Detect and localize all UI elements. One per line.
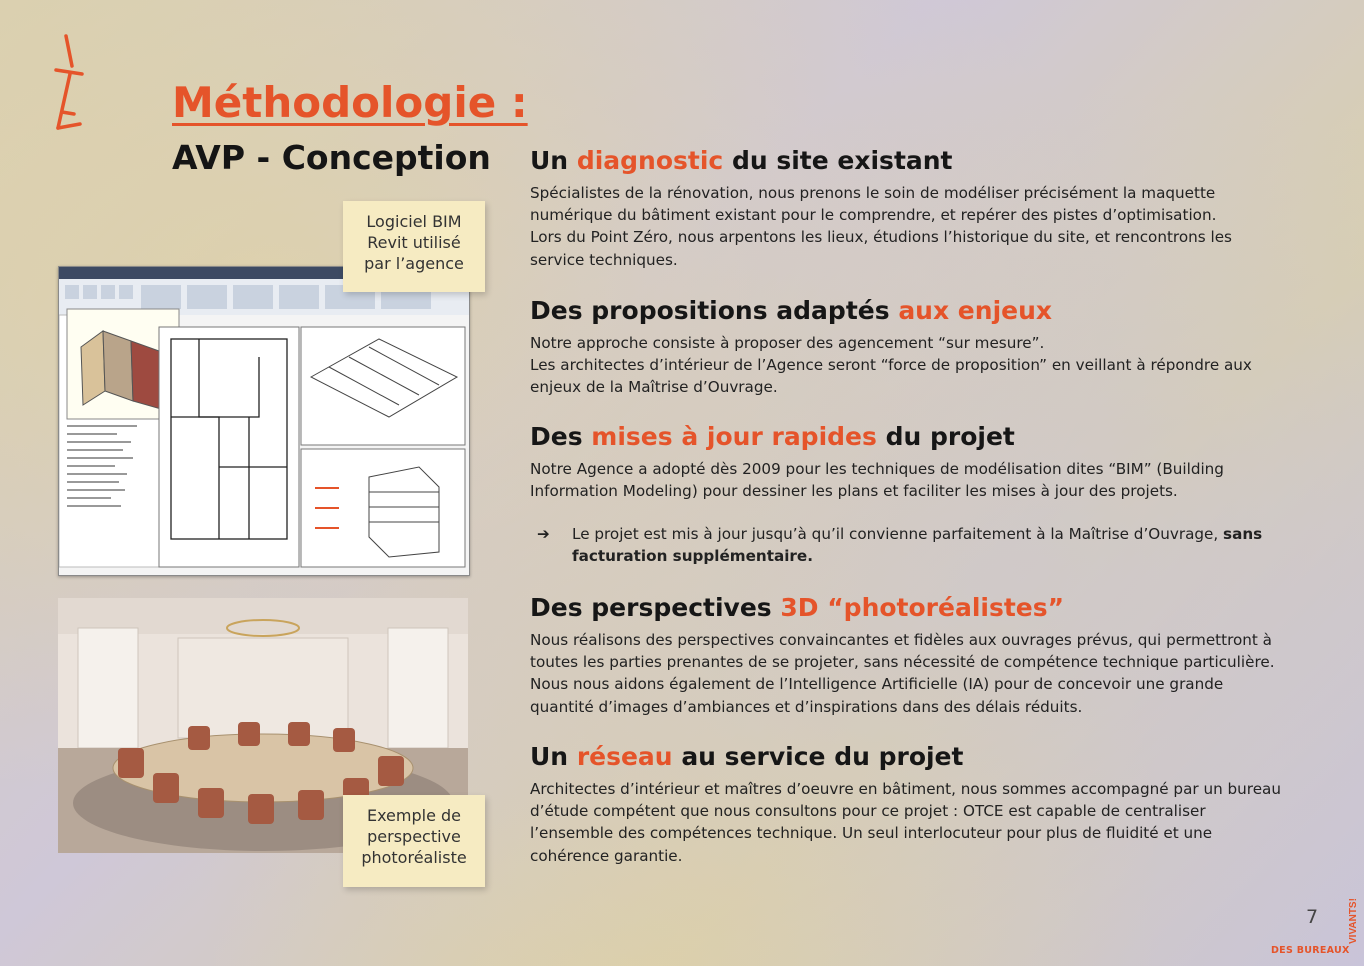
note-line: par l’agence xyxy=(364,254,464,273)
brand-vertical-text xyxy=(1346,882,1360,944)
section-diagnostic xyxy=(530,146,1305,271)
bullet-text: Le projet est mis à jour jusqu’à qu’il convienne parfaitement à la Maîtrise d’Ouvrage, sans facturation supplémentaire. xyxy=(572,525,1263,566)
page-number: 7 xyxy=(1306,906,1319,928)
page-title: Méthodologie : xyxy=(172,78,528,127)
note-line: Revit utilisé xyxy=(367,233,461,252)
section-network xyxy=(530,742,1305,867)
section-perspectives xyxy=(530,593,1305,718)
brand-horizontal-text: DES BUREAUX xyxy=(1271,945,1350,956)
section-heading: Un diagnostic du site existant xyxy=(530,146,953,175)
bullet-item xyxy=(537,523,1277,567)
svg-text:VIVANTS!: VIVANTS! xyxy=(1348,898,1359,944)
note-line: perspective xyxy=(367,827,461,846)
bim-caption-note xyxy=(343,201,485,292)
page-subtitle: AVP - Conception xyxy=(172,138,491,177)
photo-caption-note xyxy=(343,795,485,887)
section-body: Nous réalisons des perspectives convaincantes et fidèles aux ouvrages prévus, qui permettront à toutes les parties prenantes de se projeter, sans nécessité de compétence technique particulière. Nous nous aidons également de l’Intelligence Artificielle (IA) pour de concevoir une grande quantité d’images d’ambiances et d’inspirations dans des délais réduits. xyxy=(530,631,1275,716)
section-body: Notre approche consiste à proposer des agencement “sur mesure”. Les architectes d’intérieur de l’Agence seront “force de proposition” en veillant à répondre aux enjeux de la Maîtrise d’Ouvrage. xyxy=(530,334,1252,397)
section-body: Spécialistes de la rénovation, nous prenons le soin de modéliser précisément la maquette numérique du bâtiment existant pour le comprendre, et repérer des pistes d’optimisation. Lors du Point Zéro, nous arpentons les lieux, étudions l’historique du site, et rencontrons les service techniques. xyxy=(530,184,1232,269)
arrow-icon: ➔ xyxy=(537,525,550,543)
note-line: Logiciel BIM xyxy=(366,212,462,231)
note-line: photoréaliste xyxy=(361,848,467,867)
section-heading: Des mises à jour rapides du projet xyxy=(530,422,1015,451)
section-body: Architectes d’intérieur et maîtres d’oeuvre en bâtiment, nous sommes accompagné par un bureau d’étude compétent que nous consultons pour ce projet : OTCE est capable de centraliser l’ensemble des compétences technique. Un seul interlocuteur pour plus de fluidité et une cohérence garantie. xyxy=(530,780,1281,865)
agency-logo xyxy=(52,32,88,132)
section-body: Notre Agence a adopté dès 2009 pour les techniques de modélisation dites “BIM” (Building Information Modeling) pour dessiner les plans et faciliter les mises à jour des projets. xyxy=(530,460,1224,501)
note-line: Exemple de xyxy=(366,806,462,825)
bim-software-image xyxy=(58,266,470,576)
section-heading: Un réseau au service du projet xyxy=(530,742,964,771)
section-updates xyxy=(530,422,1305,502)
section-heading: Des propositions adaptés aux enjeux xyxy=(530,296,1053,325)
section-propositions xyxy=(530,296,1305,399)
section-heading: Des perspectives 3D “photoréalistes” xyxy=(530,593,1065,622)
